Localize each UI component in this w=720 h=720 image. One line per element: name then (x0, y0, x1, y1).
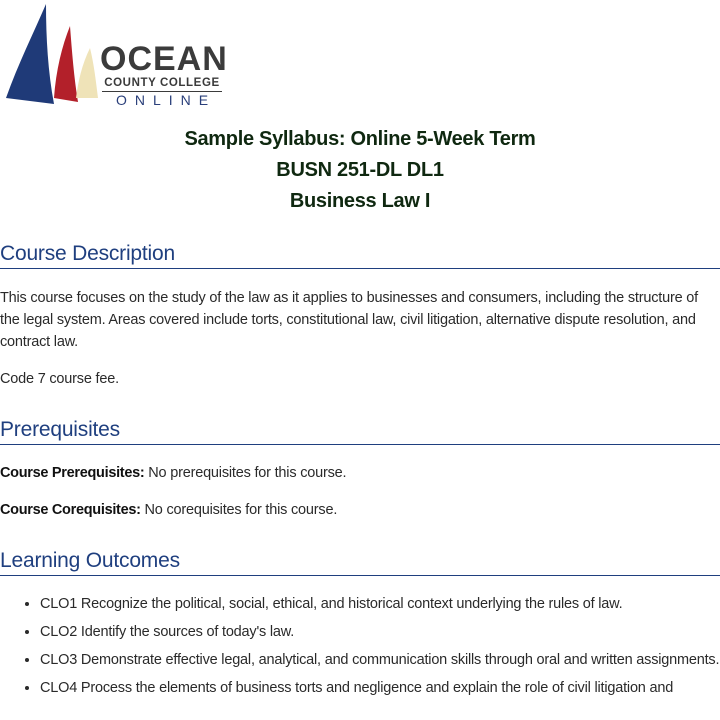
prerequisites-label: Course Prerequisites: (0, 465, 145, 481)
prerequisites-value: No prerequisites for this course. (148, 465, 347, 481)
logo-online-text: ONLINE (115, 92, 217, 108)
course-description-heading: Course Description (0, 241, 720, 269)
logo-county-college-text: COUNTY COLLEGE (102, 76, 222, 92)
course-fee-text: Code 7 course fee. (0, 371, 119, 387)
course-name: Business Law I (289, 190, 431, 212)
logo-wordmark (100, 40, 228, 108)
prerequisites-heading: Prerequisites (0, 417, 720, 445)
logo-ocean-text: OCEAN (100, 40, 228, 78)
course-corequisites-line (0, 499, 716, 521)
course-code: BUSN 251-DL DL1 (276, 159, 444, 181)
corequisites-label: Course Corequisites: (0, 502, 141, 518)
course-description-text: This course focuses on the study of the law as it applies to businesses and consumers, including the structure of the legal system. Areas covered include torts, constitutional law, civil litigation, alternative dispute resolution, and contract law. (0, 290, 698, 350)
college-logo (4, 2, 228, 108)
list-item: • CLO2 Identify the sources of today's law. (40, 621, 720, 643)
learning-outcomes-heading: Learning Outcomes (0, 548, 720, 576)
sails-logo-icon (4, 2, 104, 106)
list-item: • CLO3 Demonstrate effective legal, analytical, and communication skills through oral and written assignments. (40, 649, 720, 671)
syllabus-title: Sample Syllabus: Online 5-Week Term (184, 128, 536, 150)
course-prerequisites-line (0, 462, 716, 484)
corequisites-value: No corequisites for this course. (144, 502, 338, 518)
learning-outcomes-list (0, 593, 720, 705)
list-item: • CLO1 Recognize the political, social, ethical, and historical context underlying the rules of law. (40, 593, 720, 615)
list-item: • CLO4 Process the elements of business torts and negligence and explain the role of civil litigation and (40, 677, 720, 699)
syllabus-title-block (0, 124, 720, 217)
